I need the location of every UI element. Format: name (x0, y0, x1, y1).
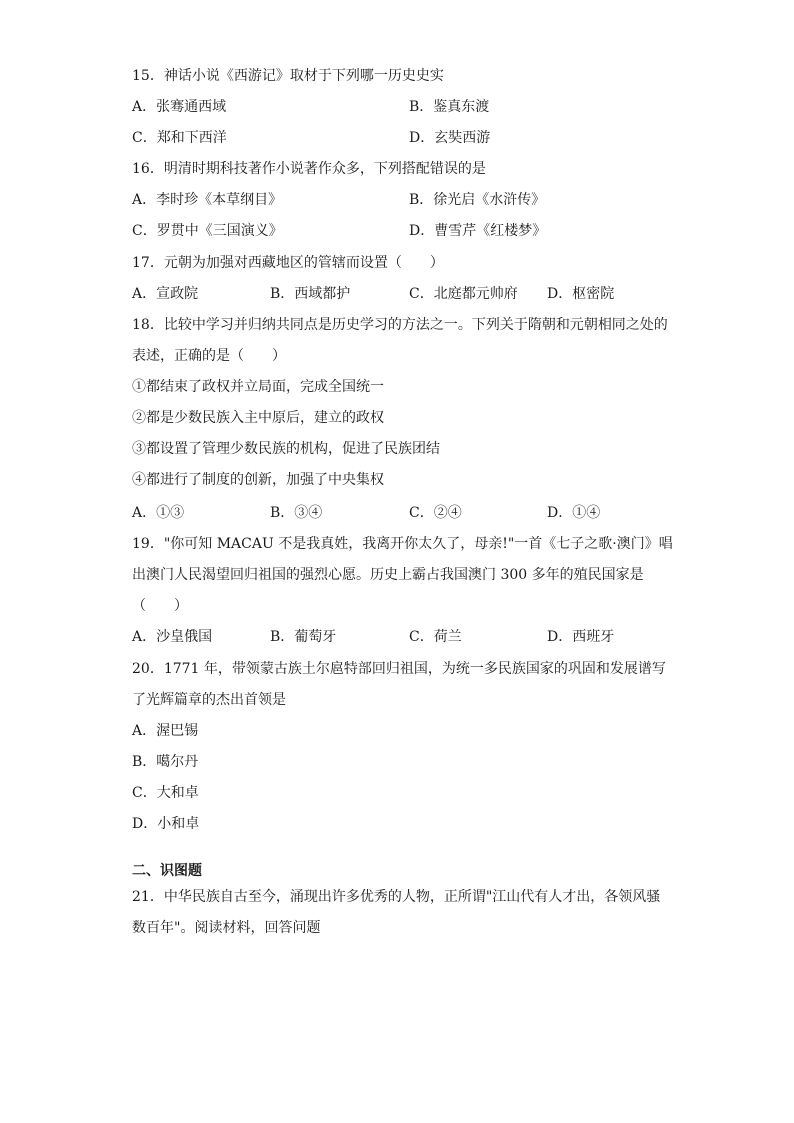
q17-option-c: C．北庭都元帅府 (409, 286, 518, 302)
q16-option-c: C．罗贯中《三国演义》 (132, 223, 283, 239)
q18-statement-2: ②都是少数民族入主中原后，建立的政权 (132, 410, 384, 426)
q20-option-b: B．噶尔丹 (132, 754, 199, 770)
q19-stem-line3: （ ） (132, 598, 188, 614)
q18-stem-line1: 18．比较中学习并归纳共同点是历史学习的方法之一。下列关于隋朝和元朝相同之处的 (132, 317, 668, 333)
q15-option-b: B．鉴真东渡 (409, 99, 490, 115)
q16-option-d: D．曹雪芹《红楼梦》 (409, 223, 547, 239)
q15-stem: 15．神话小说《西游记》取材于下列哪一历史史实 (132, 68, 444, 84)
q18-statement-1: ①都结束了政权并立局面，完成全国统一 (132, 379, 384, 395)
q18-option-d: D．①④ (547, 505, 601, 521)
q19-stem-line1: 19．"你可知 MACAU 不是我真姓，我离开你太久了，母亲!"一首《七子之歌·澳门》唱 (132, 536, 673, 552)
section-title: 二、识图题 (132, 863, 202, 879)
q16-option-b: B．徐光启《水浒传》 (409, 192, 546, 208)
q17-option-b: B．西域都护 (270, 286, 351, 302)
q19-option-b: B．葡萄牙 (270, 629, 337, 645)
q20-option-d: D．小和卓 (132, 816, 200, 832)
q18-option-b: B．③④ (270, 505, 323, 521)
q18-statement-3: ③都设置了管理少数民族的机构，促进了民族团结 (132, 441, 440, 457)
q15-option-d: D．玄奘西游 (409, 130, 491, 146)
q18-stem-line2: 表述，正确的是（ ） (132, 348, 286, 364)
q20-stem-line1: 20．1771 年，带领蒙古族土尔扈特部回归祖国，为统一多民族国家的巩固和发展谱写 (132, 661, 666, 677)
q17-option-d: D．枢密院 (547, 286, 615, 302)
q21-stem-line1: 21．中华民族自古至今，涌现出许多优秀的人物，正所谓"江山代有人才出，各领风骚 (132, 889, 661, 905)
q20-option-c: C．大和卓 (132, 785, 199, 801)
q19-option-a: A．沙皇俄国 (132, 629, 213, 645)
q18-option-c: C．②④ (409, 505, 462, 521)
q19-option-c: C．荷兰 (409, 629, 462, 645)
q21-stem-line2: 数百年"。阅读材料，回答问题 (132, 920, 321, 936)
q19-stem-line2: 出澳门人民渴望回归祖国的强烈心愿。历史上霸占我国澳门 300 多年的殖民国家是 (132, 567, 644, 583)
q17-stem: 17．元朝为加强对西藏地区的管辖而设置（ ） (132, 255, 444, 271)
q15-option-a: A．张骞通西域 (132, 99, 227, 115)
q18-option-a: A．①③ (132, 505, 185, 521)
q16-stem: 16．明清时期科技著作小说著作众多，下列搭配错误的是 (132, 161, 486, 177)
q19-option-d: D．西班牙 (547, 629, 615, 645)
q16-option-a: A．李时珍《本草纲目》 (132, 192, 283, 208)
q20-stem-line2: 了光辉篇章的杰出首领是 (132, 692, 286, 708)
q20-option-a: A．渥巴锡 (132, 723, 199, 739)
q18-statement-4: ④都进行了制度的创新，加强了中央集权 (132, 472, 384, 488)
q17-option-a: A．宣政院 (132, 286, 199, 302)
q15-option-c: C．郑和下西洋 (132, 130, 227, 146)
